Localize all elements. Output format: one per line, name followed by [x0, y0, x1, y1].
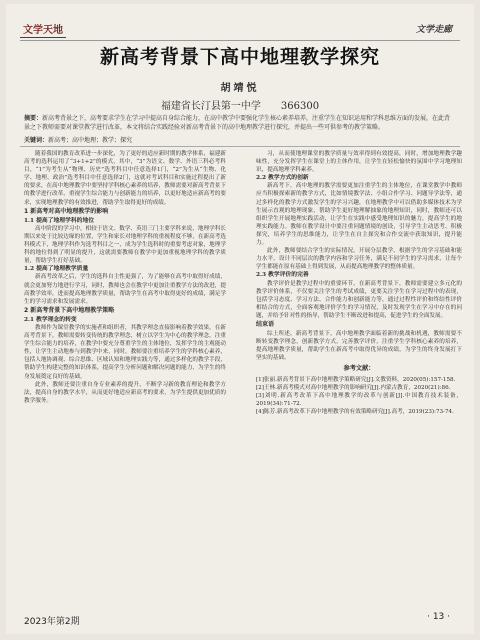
reference-item: [4]陈芳.新高考改革下高中地理教学的有效策略研究[J].高考，2019(23):73-74. — [256, 408, 454, 415]
section-heading: 1.2 提高了地理教学质量 — [24, 266, 89, 273]
section-heading: 1.1 提高了地理学科的地位 — [24, 217, 95, 224]
keywords — [24, 136, 456, 145]
section-heading: 结束语 — [256, 320, 275, 328]
abstract-text: 新高考背景之下，高考要求学生在学习中提高自身综合能力，在高中教学中要强化学生核心素养培养，注重学生在知识运用和学科思维方面的发展，在此背景之下教师需要对课堂教学进行改革，本文将结合实践经验对新高考背景下的高中地理教学进行探究，并提出一些可供参考的教学策略。 — [24, 115, 451, 131]
paragraph: 综上所述，新高考背景下，高中地理教学面临着新的挑战和机遇，教师需要不断转变教学理念，创新教学方式，完善教学评价，注重学生学科核心素养的培养，提高地理教学质量，帮助学生在新高考中取得优异的成绩，为学生的终身发展打下坚实的基础。 — [256, 331, 462, 362]
references-list — [256, 376, 462, 416]
page-number: · 13 · — [427, 612, 450, 622]
body-column-left — [24, 150, 226, 405]
article-title: 新高考背景下高中地理教学探究 — [99, 46, 380, 68]
references-title: 参考文献： — [343, 365, 375, 373]
section-heading: 1 新高考对高中地理教学的影响 — [24, 207, 109, 215]
paragraph: 习，从而使地理课堂的教学质量与效率得到有效提高，同时，增加地理教学趣味性，充分发挥学生在课堂上的主体作用，让学生在轻松愉快的氛围中学习地理知识，提高地理学科素养。 — [256, 151, 462, 174]
article-affiliation: 福建省长汀县第一中学 366300 — [160, 101, 320, 112]
references — [256, 365, 462, 416]
paragraph: 新高考改革之后，学生的选科自主性更强了，为了能够在高考中取得好成绩，就会更加努力地进行学习，同时，教师也会在教学中更加注重教学方法的改进，提高教学效率，进而提高地理教学质量，帮助学生在高考中取得更好的成绩，满足学生的学习需求和发展需求。 — [24, 274, 226, 305]
section-heading: 2.1 教学理念的转变 — [24, 316, 77, 323]
paragraph: 此外，教师还要注重自身专业素养的提升，不断学习新的教育理论和教学方法，提高自身的教学水平，从而更好地适应新高考的要求，为学生提供更加优质的教学服务。 — [24, 381, 226, 404]
paragraph: 新高考下，高中地理的教学需要更加注重学生的主体地位，在课堂教学中教师应当积极探索新的教学方式，比如情境教学法、小组合作学习、问题导学法等，通过多样化的教学方式激发学生的学习兴趣，在地理教学中可以借助多媒体技术为学生展示直观的地理现象，帮助学生更好地理解抽象的地理知识，同时，教师还可以组织学生开展地理实践活动，让学生在实践中感受地理知识的魅力，提高学生的地理实践能力。教师在教学设计中要注重问题情境的创设，引导学生主动思考、积极探究，培养学生的思维能力，让学生在自主探究和合作交流中获取知识，提升能力。 — [256, 183, 462, 247]
keywords-label: 关键词： — [24, 137, 49, 144]
article-author: 胡靖悦 — [220, 83, 260, 94]
section-heading: 2.3 教学评价的完善 — [256, 272, 309, 279]
journal-brand: 文学走廊 — [415, 25, 452, 35]
abstract — [24, 114, 456, 132]
section-heading: 2 新高考背景下高中地理教学策略 — [24, 306, 115, 314]
paragraph: 此外，教师要结合学生的实际情况，开展分层教学，根据学生的学习基础和能力水平，设计不同层次的教学内容和学习任务，满足不同学生的学习需求，让每个学生都能在原有基础上得到发展，从而提高地理教学的整体质量。 — [256, 248, 462, 271]
reference-item: [2]王林.新高考模式对高中地理教学的影响研究[J].内蒙古教育，2020(21):86. — [256, 384, 451, 391]
reference-item: [1]张丽.新高考背景下高中地理教学策略研究[J].文教资料，2020(05):157-158. — [256, 376, 456, 383]
paragraph: 随着我国的教育改革进一步深化，为了更好的适应新时期的教学体系，福建新高考的选科运用了“3+1+2”的模式，其中，“3”为语文、数学、外语三科必考科目，“1”为考生从“物理、历史”选考科目中任意选择1门，“2”为生从“生物、化学、地理、政治”选考科目中任意选择2门，这就对考试科目和实施过程提出了新的要求，在高中地理教学中要坚持学科核心素养的培养，教师需要对新高考背景下的教学进行改革，重视学生综合能力与创新能力的培养，以更好地适应新高考的要求，实现地理教学的有效推进，帮助学生取得更好的成绩。 — [24, 151, 226, 206]
paragraph: 高中阶段的学习中，相较于语文、数学、英语三门主要学科来说，地理学科长期以来处于比较边缘的位置，学生和家长对地理学科的重视程度不够，在新高考选科模式下，地理学科作为选考科目之一，成为学生选科时的重要考虑对象，地理学科的地位得到了明显的提升，这就需要教师在教学中更加重视地理学科的教学质量，帮助学生打好基础。 — [24, 225, 226, 265]
keywords-text: 新高考；高中地理；教学；探究 — [48, 137, 133, 144]
section-heading: 2.2 教学方式的创新 — [256, 175, 309, 182]
body-column-right-text — [256, 150, 462, 362]
body-column-right — [256, 150, 462, 416]
paragraph: 教学评价是教学过程中的重要环节，在新高考背景下，教师需要建立多元化的教学评价体系，不仅要关注学生的考试成绩，更要关注学生在学习过程中的表现，包括学习态度、学习方法、合作能力和创新能力等，通过过程性评价和终结性评价相结合的方式，全面客观地评价学生的学习情况，及时发现学生在学习中存在的问题，并给予针对性的指导，帮助学生不断改进和提高，促进学生的全面发展。 — [256, 280, 462, 319]
abstract-divider — [20, 146, 460, 147]
abstract-label: 摘要： — [24, 115, 43, 122]
header-divider — [20, 40, 460, 41]
reference-item: [3]刘明.新高考改革下高中地理教学的改革与创新[J].中国教育技术装备，2019(34):71-72. — [256, 392, 462, 407]
journal-page — [6, 4, 474, 634]
paragraph: 教师作为课堂教学的实施者和组织者，其教学理念直接影响着教学效果，在新高考背景下，教师需要转变传统的教学理念，树立以学生为中心的教学理念，注重学生综合能力的培养，在教学中要充分尊重学生的主体地位，发挥学生的主观能动性，让学生主动地参与到教学中来，同时，教师要注重培养学生的学科核心素养，包括人地协调观、综合思维、区域认知和地理实践力等，通过多样化的教学手段，帮助学生构建完整的知识体系，提高学生分析问题和解决问题的能力，为学生的终身发展奠定良好的基础。 — [24, 324, 226, 380]
issue-label: 2023年第2期 — [24, 617, 80, 627]
section-tag: 文学天地 — [20, 20, 66, 38]
